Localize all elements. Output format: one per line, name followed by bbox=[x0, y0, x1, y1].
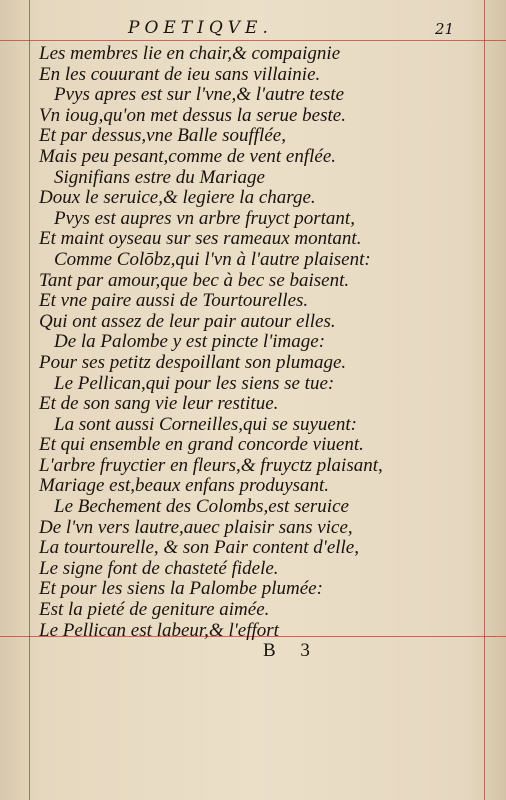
verse-line: Et de son sang vie leur restitue. bbox=[39, 393, 279, 415]
top-margin-rule bbox=[0, 40, 506, 41]
signature-mark: B 3 bbox=[263, 640, 320, 661]
verse-line: Est la pieté de geniture aimée. bbox=[39, 599, 270, 621]
verse-line: Tant par amour,que bec à bec se baisent. bbox=[39, 269, 350, 291]
verse-line: Les membres lie en chair,& compaignie bbox=[39, 43, 341, 64]
verse-line: Le signe font de chasteté fidele. bbox=[39, 557, 279, 579]
verse-line: Et par dessus,vne Balle soufflée, bbox=[39, 125, 286, 147]
left-margin-rule bbox=[29, 0, 30, 800]
verse-line: Et pour les siens la Palombe plumée: bbox=[39, 578, 323, 600]
verse-line: Et vne paire aussi de Tourtourelles. bbox=[39, 290, 309, 312]
verse-line: Et qui ensemble en grand concorde viuent. bbox=[39, 434, 364, 456]
right-margin-rule bbox=[484, 0, 485, 800]
verse-line: Comme Colōbz,qui l'vn à l'autre plaisent: bbox=[54, 248, 371, 270]
verse-line: L'arbre fruyctier en fleurs,& fruyctz plaisant, bbox=[39, 454, 383, 476]
verse-line: Et maint oyseau sur ses rameaux montant. bbox=[39, 228, 362, 250]
verse-text bbox=[39, 44, 479, 641]
verse-line: Signifians estre du Mariage bbox=[54, 166, 265, 188]
verse-line: Pour ses petitz despoillant son plumage. bbox=[39, 351, 347, 373]
verse-line: De l'vn vers lautre,auec plaisir sans vice, bbox=[39, 516, 353, 538]
verse-line: Mariage est,beaux enfans produysant. bbox=[39, 475, 330, 497]
verse-line: Qui ont assez de leur pair autour elles. bbox=[39, 310, 336, 332]
verse-line: Le Pellican,qui pour les siens se tue: bbox=[54, 372, 335, 394]
verse-line: La tourtourelle, & son Pair content d'elle, bbox=[39, 537, 359, 559]
verse-line: Le Pellican est labeur,& l'effort bbox=[39, 619, 279, 641]
verse-line: Pvys apres est sur l'vne,& l'autre teste bbox=[54, 84, 345, 106]
verse-line: Mais peu pesant,comme de vent enflée. bbox=[39, 145, 337, 167]
page-number: 21 bbox=[435, 20, 455, 38]
running-head: POETIQVE. bbox=[128, 18, 273, 38]
verse-line: De la Palombe y est pincte l'image: bbox=[54, 331, 326, 353]
verse-line: Pvys est aupres vn arbre fruyct portant, bbox=[54, 207, 355, 229]
verse-line: La sont aussi Corneilles,qui se suyuent: bbox=[54, 413, 357, 435]
verse-line: Vn ioug,qu'on met dessus la serue beste. bbox=[39, 104, 346, 126]
verse-line: Doux le seruice,& legiere la charge. bbox=[39, 187, 316, 209]
verse-line: Le Bechement des Colombs,est seruice bbox=[54, 496, 349, 518]
verse-line: En les couurant de ieu sans villainie. bbox=[39, 63, 321, 85]
